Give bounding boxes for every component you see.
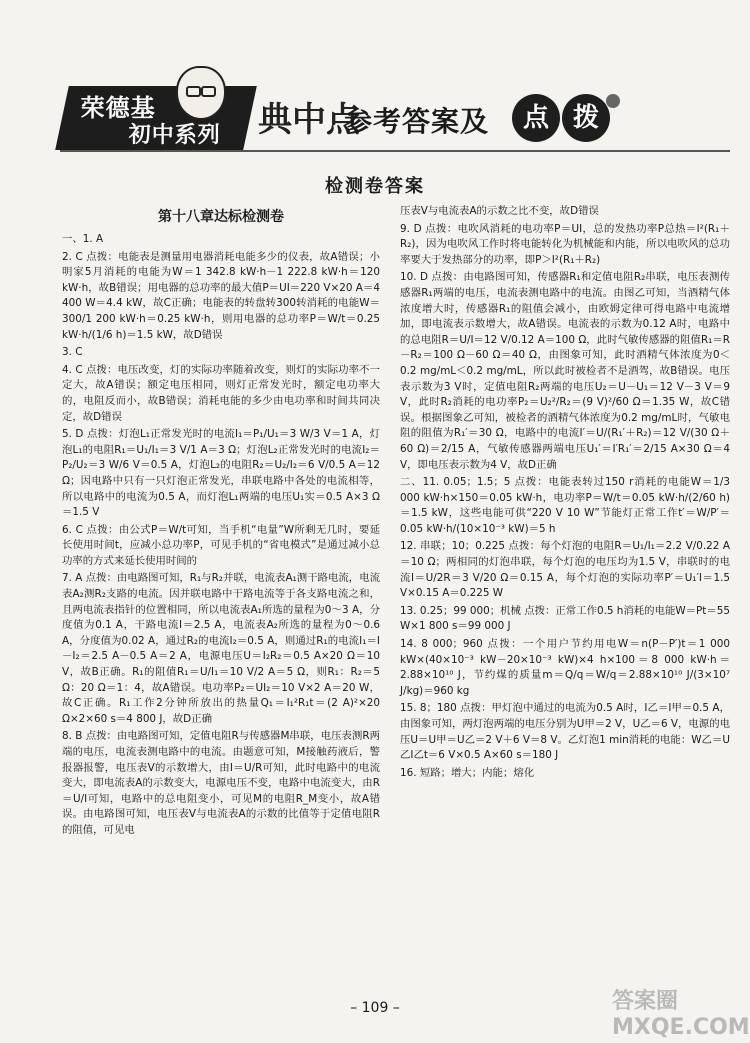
answer-item: 9. D 点拨：电吹风消耗的电功率P＝UI，总的发热功率P总热＝I²(R₁＋R₂)，因为电吹风工作时将电能转化为机械能和内能，所以电吹风的总功率要大于发热部分的功率，即P＞I²(R₁＋R₂)	[400, 222, 730, 266]
series-logo-line2: 初中系列	[128, 122, 221, 148]
series-logo-line1: 荣德基	[80, 93, 156, 122]
header-title: 参考答案及	[344, 105, 490, 138]
watermark: 答案圈 MXQE.COM	[612, 989, 750, 1040]
series-logo	[55, 86, 257, 150]
answer-item: 13. 0.25；99 000；机械 点拨：正常工作0.5 h消耗的电能W＝Pt＝55 W×1 800 s＝99 000 J	[400, 604, 730, 633]
answer-item: 二、11. 0.05；1.5；5 点拨：电能表转过150 r消耗的电能W＝1/3 000 kW·h×150＝0.05 kW·h，电功率P＝W/t＝0.05 kW·h/(2/60 h)＝1.5 kW，这些电能可供“220 V 10 W”节能灯正常工作t′＝W/P′＝0.05 kW·h/(10×10⁻³ kW)＝5 h	[400, 476, 730, 535]
answer-item: 4. C 点拨：电压改变，灯的实际功率随着改变，则灯的实际功率不一定大，故A错误；额定电压相同，则灯正常发光时，额定电功率大的，电阻反而小，故B错误；消耗电能的多少由电功率和时间共同决定，故D错误	[62, 363, 380, 423]
author-cartoon-icon	[176, 66, 226, 120]
right-column	[400, 204, 730, 783]
answer-item: 3. C	[62, 346, 83, 359]
answer-item: 10. D 点拨：由电路图可知，传感器R₁和定值电阻R₂串联，电压表测传感器R₁两端的电压，电流表测电路中的电流。由图乙可知，当酒精气体浓度增大时，传感器R₁的阻值会减小，由欧姆定律可得电路中电流增加，即电流表示数增大，故A错误。电流表的示数为0.12 A时，电路中的总电阻R＝U/I＝12 V/0.12 A＝100 Ω，此时气敏传感器的阻值R₁＝R－R₂＝100 Ω－60 Ω＝40 Ω，由图象可知，此时酒精气体浓度为0＜0.2 mg/mL＜0.2 mg/mL，所以此时被检者不是酒驾，故B错误。电压表示数为3 V时，定值电阻R₂两端的电压U₂＝U－U₁＝12 V－3 V＝9 V，此时R₂消耗的电功率P₂＝U₂²/R₂＝(9 V)²/60 Ω＝1.35 W，故C错误。根据图象乙可知，被检者的酒精气体浓度为0.2 mg/mL时，气敏电阻的阻值为R₁′＝30 Ω，电路中的电流I′＝U/(R₁′＋R₂)＝12 V/(30 Ω＋60 Ω)＝2/15 A，气敏传感器两端电压U₁′＝I′R₁′＝2/15 A×30 Ω＝4 V，即电压表示数为4 V，故D正确	[400, 271, 730, 471]
page-number: – 109 –	[350, 1000, 400, 1016]
page-title: 检测卷答案	[325, 176, 425, 197]
answer-item: 7. A 点拨：由电路图可知，R₁与R₂并联，电流表A₁测干路电流，电流表A₂测R₂支路的电流。因并联电路中干路电流等于各支路电流之和，且两电流表指针的位置相同，所以电流表A₁所选的量程为0～3 A，分度值为0.1 A，干路电流I＝2.5 A，电流表A₂所选的量程为0～0.6 A，分度值为0.02 A，通过R₂的电流I₂＝0.5 A，则通过R₁的电流I₁＝I－I₂＝2.5 A－0.5 A＝2 A，电源电压U＝I₂R₂＝0.5 A×20 Ω＝10 V，故B正确。R₁的阻值R₁＝U/I₁＝10 V/2 A＝5 Ω，则R₁：R₂＝5 Ω：20 Ω＝1：4，故A错误。电功率P₂＝UI₂＝10 V×2 A＝20 W，故C正确。R₁工作2分钟所放出的热量Q₁＝I₁²R₁t＝(2 A)²×20 Ω×2×60 s＝4 800 J，故D正确	[62, 572, 380, 725]
answer-item: 8. B 点拨：由电路图可知，定值电阻R与传感器M串联，电压表测R两端的电压，电流表测电路中的电流。由题意可知，M接触药液后，警报器报警，电压表V的示数增大，由I＝U/R可知，此时电路中的电流变大，即电流表A的示数变大，电源电压不变，电路中电流变大，由R＝U/I可知，电路中的总电阻变小，可见M的电阻R_M变小，故A错误。由电路图可知，电压表V与电流表A的示数的比值等于定值电阻R的阻值，可见电	[62, 730, 380, 836]
answer-item: 12. 串联；10；0.225 点拨：每个灯泡的电阻R＝U₁/I₁＝2.2 V/0.22 A＝10 Ω；两相同的灯泡串联，每个灯泡的电压均为1.5 V，串联时的电流I＝U/2R＝3 V/20 Ω＝0.15 A，每个灯泡的实际功率P′＝U₁′I＝1.5 V×0.15 A＝0.225 W	[400, 540, 730, 600]
left-column	[62, 206, 380, 841]
section-title: 第十八章达标检测卷	[158, 209, 284, 225]
answer-item: 15. 8；180 点拨：甲灯泡中通过的电流为0.5 A时，I乙＝I甲＝0.5 A，由图象可知，两灯泡两端的电压分别为U甲＝2 V，U乙＝6 V，电源的电压U＝U甲＝U乙＝2 V＋6 V＝8 V。乙灯泡1 min消耗的电能：W乙＝U乙I乙t＝6 V×0.5 A×60 s＝180 J	[400, 702, 730, 762]
page-header	[0, 0, 750, 160]
decorative-dot-icon	[606, 94, 620, 108]
answer-item: 一、1. A	[62, 233, 104, 245]
header-badge-bo: 拨	[562, 94, 610, 142]
dianjing-logo: 典中点	[258, 100, 360, 140]
header-divider	[60, 150, 730, 152]
answer-item: 14. 8 000；960 点拨：一个用户节约用电W＝n(P－P′)t＝1 000 kW×(40×10⁻³ kW－20×10⁻³ kW)×4 h×100＝8 000 kW·h＝2.88×10¹⁰ J，节约煤的质量m＝Q/q＝W/q＝2.88×10¹⁰ J/(3×10⁷ J/kg)＝960 kg	[400, 638, 730, 697]
header-badge-dian: 点	[512, 94, 560, 142]
answer-item: 16. 短路；增大；内能；熔化	[400, 766, 535, 779]
answer-item: 2. C 点拨：电能表是测量用电器消耗电能多少的仪表，故A错误；小明家5月消耗的电能为W＝1 342.8 kW·h－1 222.8 kW·h＝120 kW·h，故B错误；用电器的总功率的最大值P＝UI＝220 V×20 A＝4 400 W＝4.4 kW，故C正确；电能表的转盘转300转消耗的电能W＝300/1 200 kW·h＝0.25 kW·h，则用电器的总功率P＝W/t＝0.25 kW·h/(1/6 h)＝1.5 kW，故D错误	[62, 250, 380, 341]
answer-item: 压表V与电流表A的示数之比不变，故D错误	[400, 205, 599, 217]
answer-item: 6. C 点拨：由公式P＝W/t可知，当手机“电量”W所剩无几时，要延长使用时间t，应减小总功率P，可见手机的“省电模式”是通过减小总功率的方式来延长使用时间的	[62, 523, 380, 567]
answer-item: 5. D 点拨：灯泡L₁正常发光时的电流I₁＝P₁/U₁＝3 W/3 V＝1 A，灯泡L₁的电阻R₁＝U₁/I₁＝3 V/1 A＝3 Ω；灯泡L₂正常发光时的电流I₂＝P₂/U₂＝3 W/6 V＝0.5 A，灯泡L₂的电阻R₂＝U₂/I₂＝6 V/0.5 A＝12 Ω；因电路中只有一只灯泡正常发光，串联电路中各处的电流相等，所以电路中的电流为0.5 A，而灯泡L₁两端的电压U₁实＝0.5 A×3 Ω＝1.5 V	[62, 428, 380, 519]
